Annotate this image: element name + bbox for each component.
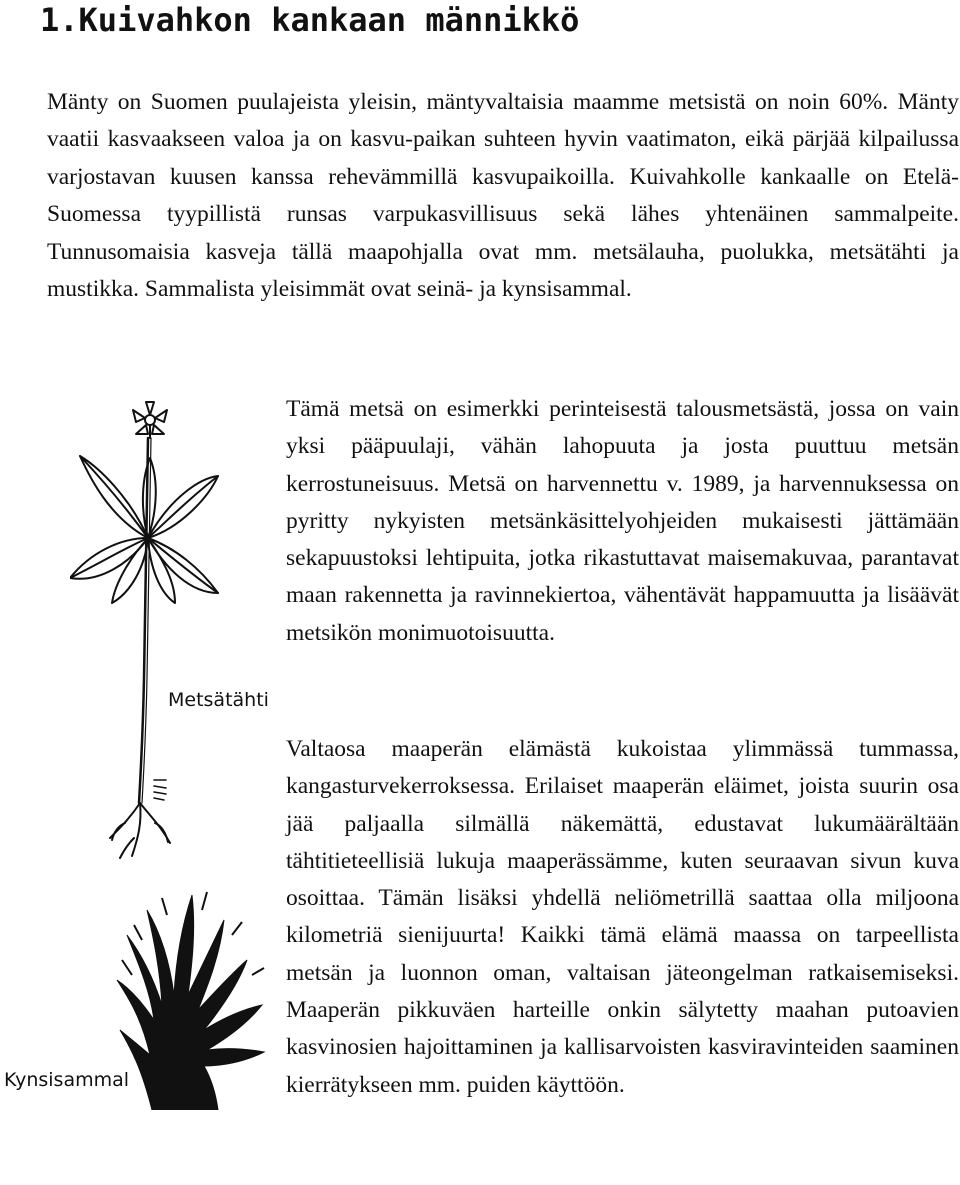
page-title: 1.Kuivahkon kankaan männikkö bbox=[40, 1, 580, 39]
soil-paragraph: Valtaosa maaperän elämästä kukoistaa ylimmässä tummassa, kangasturvekerroksessa. Erilaiset maaperän eläimet, joista suurin osa jää paljaalla silmällä näkemättä, edustavat lukumäärältään tähtitieteellisiä lukuja maaperässämme, kuten seuraavan sivun kuva osoittaa. Tämän lisäksi yhdellä neliömetrillä saattaa olla miljoona kilometriä sienijuurta! Kaikki tämä elämä maassa on tarpeellista metsän ja luonnon oman, valtaisan jäteongelman ratkaisemiseksi. Maaperän pikkuväen harteille onkin sälytetty maahan putoavien kasvinosien hajoittaminen ja kallisarvoisten kasviravinteiden saaminen kierrätykseen mm. puiden käyttöön. bbox=[286, 736, 959, 1098]
moss-caption: Kynsisammal bbox=[4, 1069, 130, 1091]
starflower-caption: Metsätähti bbox=[168, 689, 269, 711]
forest-paragraph: Tämä metsä on esimerkki perinteisestä talousmetsästä, jossa on vain yksi pääpuulaji, vähän lahopuuta ja josta puuttuu metsän kerrostuneisuus. Metsä on harvennettu v. 1989, ja harvennuksessa on pyritty nykyisten metsänkäsittelyohjeiden mukaisesti jättämään sekapuustoksi lehtipuita, jotka rikastuttavat maisemakuvaa, parantavat maan rakennetta ja ravinnekiertoa, vähentävät happamuutta ja lisäävät metsikön monimuotoisuutta. bbox=[286, 396, 959, 646]
starflower-illustration bbox=[70, 398, 220, 868]
moss-illustration bbox=[112, 880, 272, 1110]
intro-paragraph: Mänty on Suomen puulajeista yleisin, mäntyvaltaisia maamme metsistä on noin 60%. Mänty vaatii kasvaakseen valoa ja on kasvu-paikan suhteen hyvin vaatimaton, eikä pärjää kilpailussa varjostavan kuusen kanssa rehevämmillä kasvupaikoilla. Kuivahkolle kankaalle on Etelä-Suomessa tyypillistä runsas varpukasvillisuus sekä lähes yhtenäinen sammalpeite. Tunnusomaisia kasveja tällä maapohjalla ovat mm. metsälauha, puolukka, metsätähti ja mustikka. Sammalista yleisimmät ovat seinä- ja kynsisammal. bbox=[47, 89, 959, 303]
